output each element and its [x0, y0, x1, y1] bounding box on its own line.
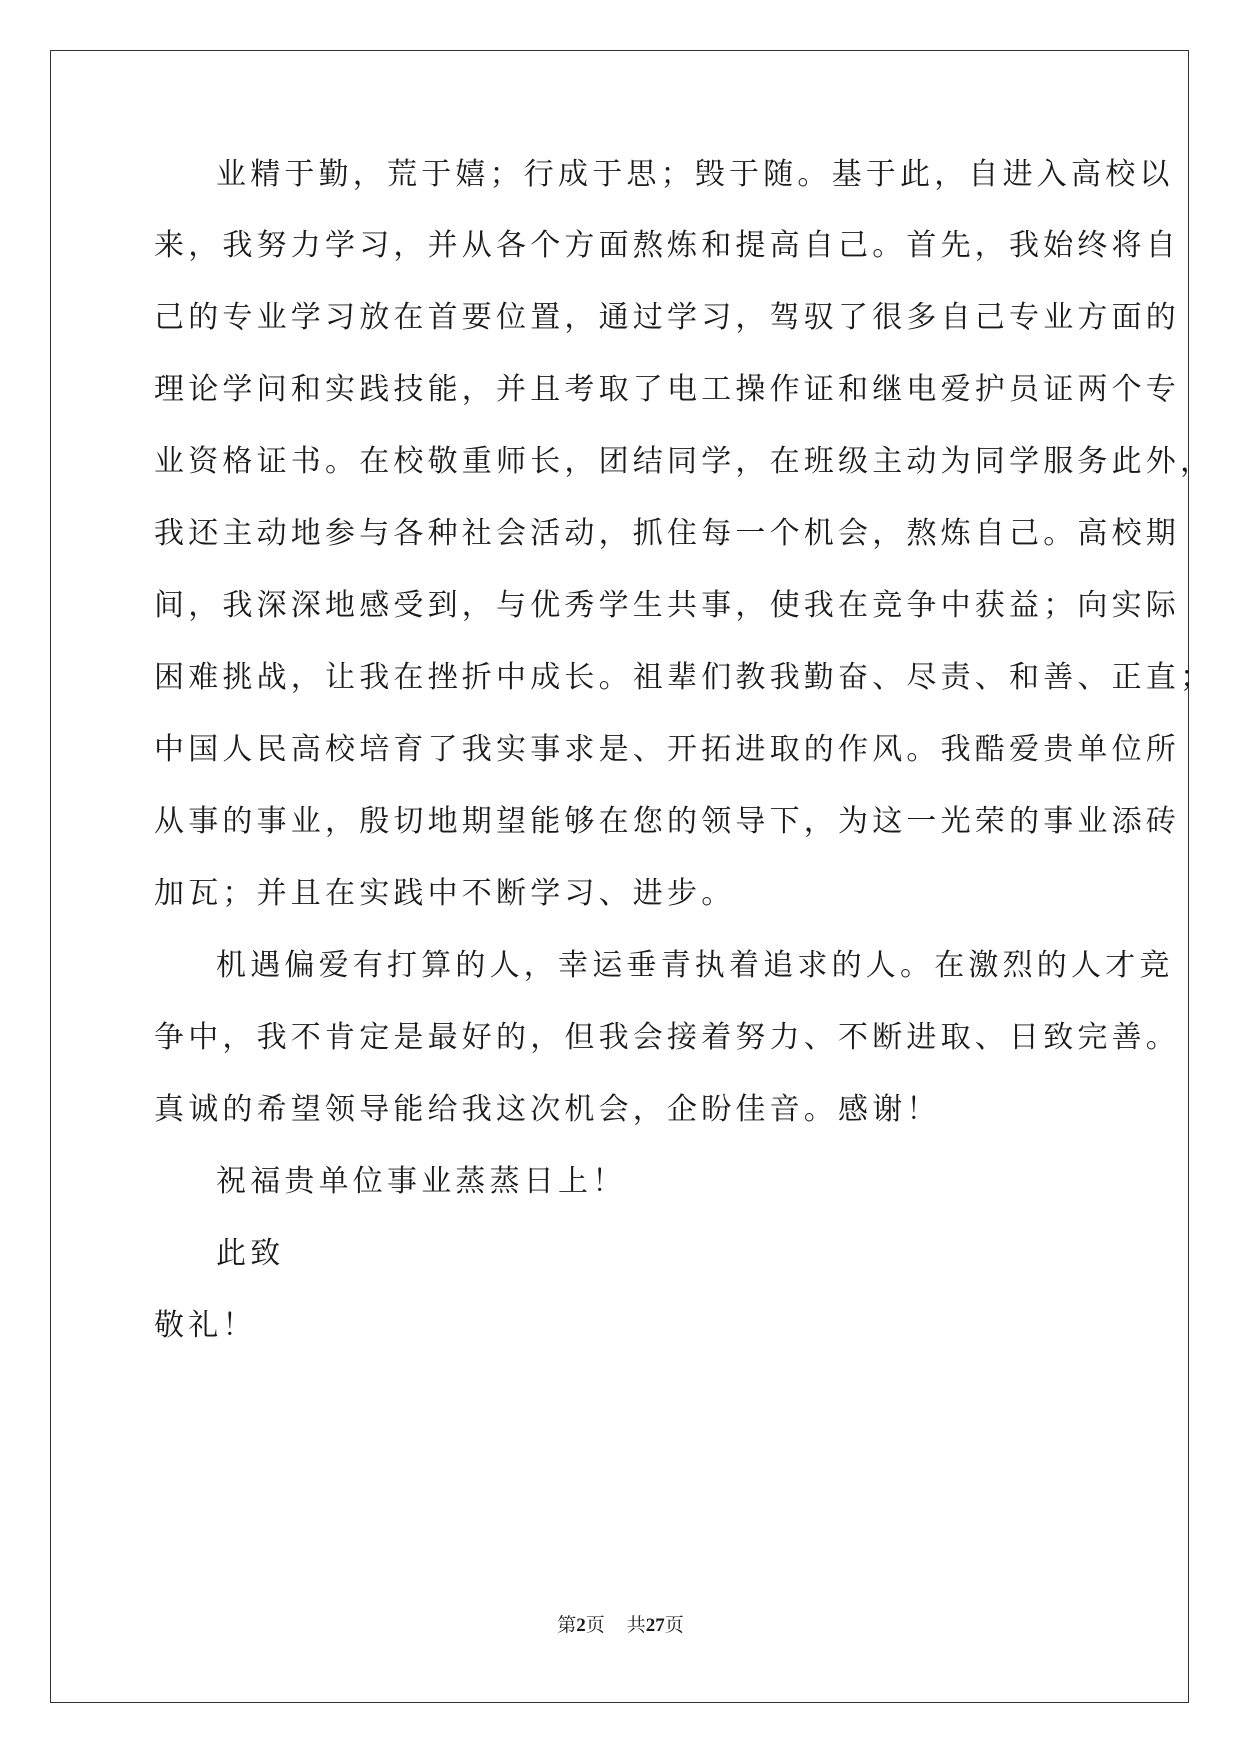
paragraph-1-line: 来，我努力学习，并从各个方面熬炼和提高自己。首先，我始终将自 — [154, 228, 1180, 263]
paragraph-1-line: 间，我深深地感受到，与优秀学生共事，使我在竞争中获益；向实际 — [154, 588, 1180, 623]
wish-line: 祝福贵单位事业蒸蒸日上！ — [216, 1164, 627, 1199]
paragraph-1-line: 业精于勤，荒于嬉；行成于思；毁于随。基于此，自进入高校以 — [216, 157, 1174, 192]
total-pages: 27 — [645, 1615, 665, 1636]
page-footer — [0, 1614, 1241, 1638]
paragraph-1-line: 我还主动地参与各种社会活动，抓住每一个机会，熬炼自己。高校期 — [154, 516, 1180, 551]
paragraph-1-line: 加瓦；并且在实践中不断学习、进步。 — [154, 876, 736, 911]
paragraph-1-line: 从事的事业，殷切地期望能够在您的领导下，为这一光荣的事业添砖 — [154, 804, 1180, 839]
total-prefix: 共 — [626, 1615, 646, 1636]
paragraph-1-line: 业资格证书。在校敬重师长，团结同学，在班级主动为同学服务此外， — [154, 444, 1215, 479]
page-prefix: 第 — [557, 1615, 577, 1636]
paragraph-2-line: 机遇偏爱有打算的人，幸运垂青执着追求的人。在激烈的人才竞 — [216, 948, 1174, 983]
page-suffix: 页 — [585, 1615, 605, 1636]
salutation-line: 敬礼！ — [154, 1308, 257, 1343]
paragraph-1-line: 困难挑战，让我在挫折中成长。祖辈们教我勤奋、尽责、和善、正直； — [154, 660, 1215, 695]
total-suffix: 页 — [664, 1615, 684, 1636]
closing-line: 此致 — [216, 1236, 285, 1271]
paragraph-2-line: 争中，我不肯定是最好的，但我会接着努力、不断进取、日致完善。 — [154, 1020, 1180, 1055]
paragraph-1-line: 己的专业学习放在首要位置，通过学习，驾驭了很多自己专业方面的 — [154, 300, 1180, 335]
paragraph-1-line: 中国人民高校培育了我实事求是、开拓进取的作风。我酷爱贵单位所 — [154, 732, 1180, 767]
page-number: 2 — [576, 1615, 586, 1636]
paragraph-1-line: 理论学问和实践技能，并且考取了电工操作证和继电爱护员证两个专 — [154, 372, 1180, 407]
paragraph-2-line: 真诚的希望领导能给我这次机会，企盼佳音。感谢！ — [154, 1092, 941, 1127]
